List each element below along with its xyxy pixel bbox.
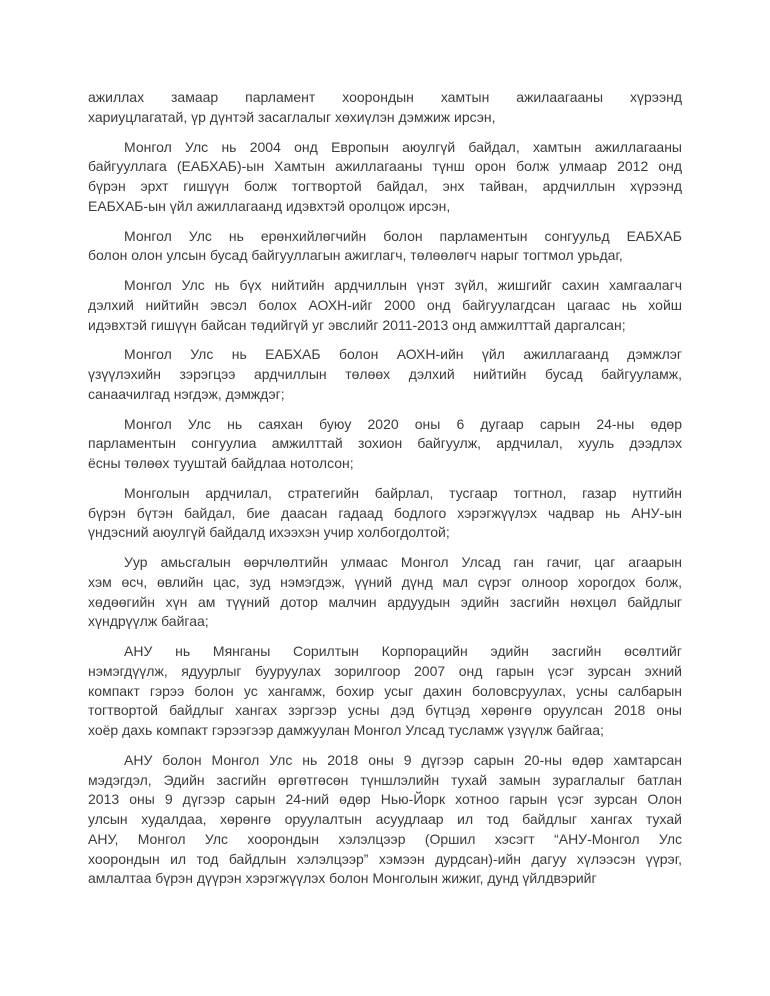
paragraph-5 — [88, 345, 682, 404]
text-line: улсын худалдаа, хөрөнгө оруулалтын асуудлаар ил тод байдлыг хангах тухай — [88, 811, 682, 827]
paragraph-10 — [88, 751, 682, 889]
text-line: хөдөөгийн хүн ам түүний дотор малчин ардуудын эдийн засгийн нөхцөл байдлыг — [88, 593, 682, 610]
text-line: идэвхтэй гишүүн байсан төдийгүй уг эвслийг 2011-2013 онд амжилттай даргалсан; — [88, 316, 626, 333]
text-line: Монгол Улс нь 2004 онд Европын аюулгүй байдал, хамтын ажиллагааны — [124, 138, 682, 155]
text-line: хэм өсч, өвлийн цас, зуд нэмэгдэж, үүний дүнд мал сүрэг олноор хорогдох болж, — [88, 573, 682, 590]
paragraph-1 — [88, 88, 682, 128]
text-line: тогтвортой байдлыг хангах зэргээр усны дэд бүтцэд хөрөнгө оруулсан 2018 оны — [88, 702, 682, 719]
text-line: АНУ болон Монгол Улс нь 2018 оны 9 дүгээр сарын 20-ны өдөр хамтарсан — [124, 751, 682, 768]
text-line: хоёр дахь компакт гэрээгээр дамжуулан Монгол Улсад тусламж үзүүлж байгаа; — [88, 722, 604, 738]
text-line: нэмэгдүүлж, ядуурлыг бууруулах зорилгоор 2007 онд гарын үсэг зурсан эхний — [88, 662, 682, 679]
text-line: дэлхий нийтийн эвсэл болох АОХН-ийг 2000 онд байгуулагдсан цагаас нь хойш — [88, 296, 682, 313]
text-line: Монголын ардчилал, стратегийн байрлал, тусгаар тогтнол, газар нутгийн — [124, 484, 682, 501]
text-line: болон олон улсын бусад байгууллагын ажиглагч, төлөөлөгч нарыг тогтмол урьдаг, — [88, 247, 623, 264]
text-line: АНУ, Монгол Улс хоорондын хэлэлцээр (Оршил хэсэгт “АНУ-Монгол Улс — [88, 830, 682, 847]
text-line: АНУ нь Мянганы Сорилтын Корпорацийн эдийн засгийн өсөлтийг — [124, 643, 682, 659]
text-line: Уур амьсгалын өөрчлөлтийн улмаас Монгол Улсад ган гачиг, цаг агаарын — [124, 554, 682, 570]
text-line: 2013 оны 9 дүгээр сарын 24-ний өдөр Нью-Йорк хотноо гарын үсэг зурсан Олон — [88, 791, 682, 808]
paragraph-7 — [88, 484, 682, 543]
text-line: үндэсний аюулгүй байдалд ихээхэн учир холбогдолтой; — [88, 524, 450, 541]
text-line: үзүүлэхийн зэрэгцээ ардчиллын төлөөх дэлхий нийтийн бусад байгууламж, — [88, 366, 682, 382]
text-line: парламентын сонгуулиа амжилттай зохион байгуулж, ардчилал, хууль дээдлэх — [88, 435, 682, 452]
paragraph-2 — [88, 138, 682, 217]
text-line: Монгол Улс нь саяхан буюу 2020 оны 6 дугаар сарын 24-ны өдөр — [124, 415, 682, 432]
paragraph-3 — [88, 227, 682, 267]
text-line: мэдэгдэл, Эдийн засгийн өргөтгөсөн түншлэлийн тухай замын зураглалыг батлан — [88, 771, 682, 788]
text-line: Монгол Улс нь бүх нийтийн ардчиллын үнэт зүйл, жишгийг сахин хамгаалагч — [124, 277, 682, 293]
text-line: Монгол Улс нь ЕАБХАБ болон АОХН-ийн үйл ажиллагаанд дэмжлэг — [124, 346, 682, 363]
text-line: ёсны төлөөх тууштай байдлаа нотолсон; — [88, 455, 354, 471]
paragraph-8 — [88, 553, 682, 632]
text-line: санаачилгад нэгдэж, дэмждэг; — [88, 385, 285, 402]
text-line: бүрэн эрхт гишүүн болж тогтвортой байдал, энх тайван, ардчиллын хүрээнд — [88, 178, 682, 194]
text-line: хоорондын ил тод байдлын хэлэлцээр” хэмээн дурдсан)-ийн дагуу хүлээсэн үүрэг, — [88, 850, 682, 867]
paragraph-4 — [88, 276, 682, 335]
text-line: хүндрүүлж байгаа; — [88, 613, 209, 630]
text-line: хариуцлагатай, үр дүнтэй засаглалыг хөхиүлэн дэмжиж ирсэн, — [88, 108, 496, 125]
text-line: ажиллах замаар парламент хоорондын хамтын ажилаагааны хүрээнд — [88, 89, 682, 105]
paragraph-6 — [88, 415, 682, 474]
text-line: Монгол Улс нь ерөнхийлөгчийн болон парламентын сонгуульд ЕАБХАБ — [124, 227, 682, 244]
paragraph-9 — [88, 642, 682, 741]
text-line: бүрэн бүтэн байдал, бие даасан гадаад бодлого хэрэгжүүлэх чадвар нь АНУ-ын — [88, 504, 682, 521]
text-line: амлалтаа бүрэн дүүрэн хэрэгжүүлэх болон Монголын жижиг, дунд үйлдвэрийг — [88, 870, 597, 887]
text-line: компакт гэрээ болон ус хангамж, бохир усыг дахин боловсруулах, усны салбарын — [88, 682, 682, 699]
text-line: байгууллага (ЕАБХАБ)-ын Хамтын ажиллагааны түнш орон болж улмаар 2012 онд — [88, 158, 682, 175]
text-line: ЕАБХАБ-ын үйл ажиллагаанд идэвхтэй оролцож ирсэн, — [88, 197, 451, 214]
